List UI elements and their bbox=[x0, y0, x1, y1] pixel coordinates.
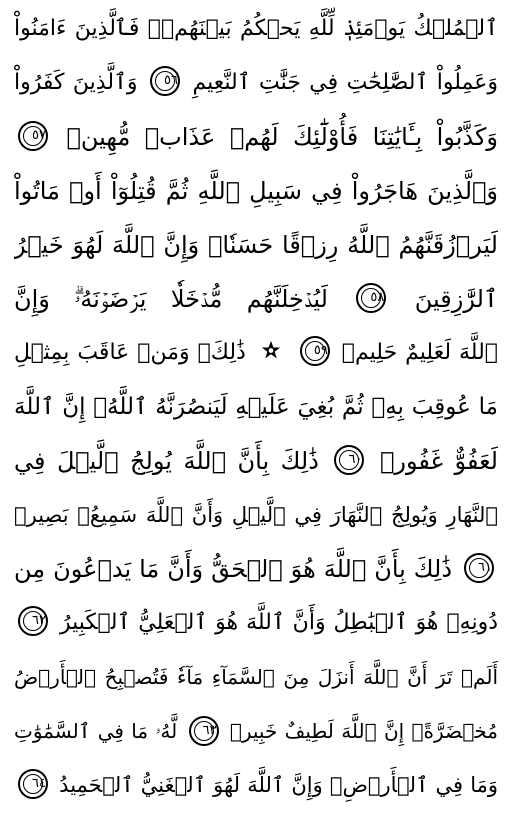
text-line bbox=[14, 434, 498, 488]
line-text: مَا عُوقِبَ بِهِۦ ثُمَّ بُغِيَ عَلَيۡهِ لَيَنصُرَنَّهُ ٱللَّهُۚ إِنَّ ٱللَّهَ bbox=[14, 394, 498, 420]
line-text: ٱلۡمُلۡكُ يَوۡمَئِذٖ لِّلَّهِ يَحۡكُمُ بَيۡنَهُمۡۚ فَٱلَّذِينَ ءَامَنُواْ bbox=[14, 16, 498, 41]
line-text: وَعَمِلُواْ ٱلصَّٰلِحَٰتِ فِي جَنَّٰتِ ٱلنَّعِيمِ bbox=[192, 70, 498, 95]
line-text-tail: وَٱلَّذِينَ كَفَرُواْ bbox=[14, 70, 138, 95]
ayah-number-marker: ٦١ bbox=[464, 553, 494, 583]
line-text: وَمَا فِي ٱلۡأَرۡضِۗ وَإِنَّ ٱللَّهَ لَهُوَ ٱلۡغَنِيُّ ٱلۡحَمِيدُ bbox=[59, 773, 498, 797]
text-line bbox=[14, 650, 498, 704]
line-text-tail: ذَٰلِكَ بِأَنَّ ٱللَّهَ هُوَ ٱلۡحَقُّ وَأَنَّ مَا يَدۡعُونَ مِن bbox=[14, 555, 453, 583]
ayah-number-marker: ٦٠ bbox=[334, 445, 364, 475]
ayah-number-marker: ٥٦ bbox=[150, 66, 180, 96]
ayah-number-marker: ٥٧ bbox=[18, 121, 48, 151]
text-line bbox=[14, 164, 498, 218]
line-text: وَٱلَّذِينَ هَاجَرُواْ فِي سَبِيلِ ٱللَّهِ ثُمَّ قُتِلُوٓاْ أَوۡ مَاتُواْ bbox=[14, 177, 498, 205]
text-line bbox=[14, 596, 498, 650]
text-line bbox=[14, 542, 498, 596]
text-line bbox=[14, 218, 498, 272]
text-line bbox=[14, 488, 498, 542]
text-line bbox=[14, 110, 498, 164]
line-text: لَعَفُوٌّ غَفُورٞ bbox=[379, 447, 498, 475]
text-line bbox=[14, 326, 498, 380]
ayah-number-marker: ٥٩ bbox=[300, 336, 330, 366]
line-text-tail: ذَٰلِكَ بِأَنَّ ٱللَّهَ يُولِجُ ٱلَّيۡلَ فِي bbox=[14, 447, 319, 475]
line-text: مُخۡضَرَّةًۚ إِنَّ ٱللَّهَ لَطِيفٌ خَبِيرٞ bbox=[229, 719, 498, 743]
line-text: وَكَذَّبُواْ بِـَٔايَٰتِنَا فَأُوْلَٰٓئِكَ لَهُمۡ عَذَابٞ مُّهِينٞ bbox=[66, 123, 498, 151]
line-text-tail: لَّهُۥ مَا فِي ٱلسَّمَٰوَٰتِ bbox=[14, 719, 178, 743]
ayah-number-marker: ٦٣ bbox=[189, 716, 219, 746]
line-text-tail: لَيُدۡخِلَنَّهُم مُّدۡخَلٗا يَرۡضَوۡنَهُۥۗ وَإِنَّ bbox=[14, 285, 328, 313]
text-line bbox=[14, 704, 498, 758]
text-line bbox=[14, 2, 498, 56]
line-text: أَلَمۡ تَرَ أَنَّ ٱللَّهَ أَنزَلَ مِنَ ٱلسَّمَآءِ مَآءٗ فَتُصۡبِحُ ٱلۡأَرۡضُ bbox=[14, 665, 498, 689]
ayah-number-marker: ٥٨ bbox=[356, 283, 386, 313]
text-line bbox=[14, 380, 498, 434]
line-text-tail: ذَٰلِكَۖ وَمَنۡ عَاقَبَ بِمِثۡلِ bbox=[14, 340, 246, 365]
line-text: ٱلنَّهَارِ وَيُولِجُ ٱلنَّهَارَ فِي ٱلَّيۡلِ وَأَنَّ ٱللَّهَ سَمِيعُۢ بَصِيرٞ bbox=[14, 503, 498, 527]
ayah-number-marker: ٦٢ bbox=[18, 606, 48, 636]
text-line bbox=[14, 272, 498, 326]
text-line bbox=[14, 56, 498, 110]
ayah-number-marker: ٦٤ bbox=[18, 769, 48, 799]
line-text: ٱلرَّٰزِقِينَ bbox=[414, 285, 498, 313]
text-line bbox=[14, 758, 498, 812]
line-text: ٱللَّهَ لَعَلِيمٌ حَلِيمٞ bbox=[341, 340, 498, 365]
line-text: لَيَرۡزُقَنَّهُمُ ٱللَّهُ رِزۡقًا حَسَنٗاۚ وَإِنَّ ٱللَّهَ لَهُوَ خَيۡرُ bbox=[14, 231, 498, 259]
sajda-star-icon bbox=[260, 340, 282, 362]
line-text: دُونِهِۦ هُوَ ٱلۡبَٰطِلُ وَأَنَّ ٱللَّهَ هُوَ ٱلۡعَلِيُّ ٱلۡكَبِيرُ bbox=[59, 610, 498, 635]
